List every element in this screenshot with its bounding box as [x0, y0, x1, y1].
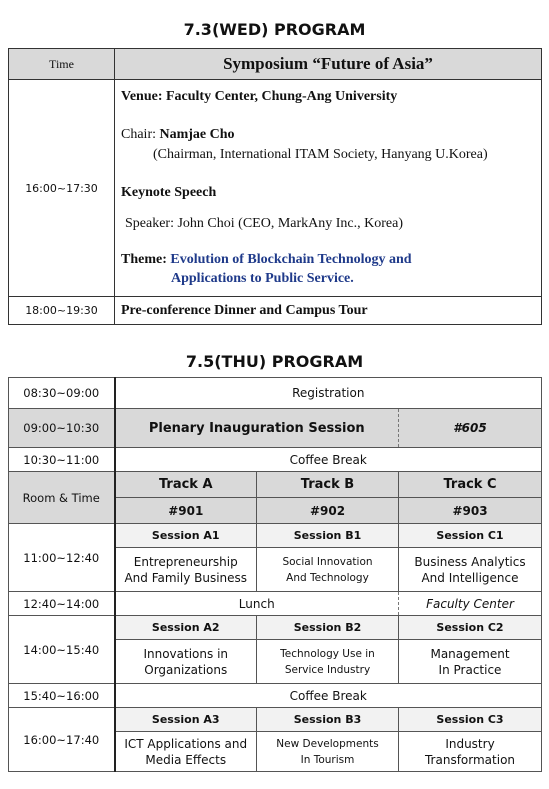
symposium-header: Symposium “Future of Asia” [115, 49, 542, 80]
theme-title-2: Applications to Public Service. [171, 271, 354, 286]
wed-program-table [8, 48, 542, 325]
session-c1-topic-1: Business Analytics [414, 554, 526, 569]
chair-line [121, 126, 235, 144]
session-a2-topic [115, 640, 257, 684]
track-a-name: Track A [115, 472, 257, 498]
thu-program-table [8, 377, 542, 772]
session-a2-topic-2: Organizations [144, 662, 228, 677]
venue-text: Venue: Faculty Center, Chung-Ang University [121, 89, 398, 104]
session-c3-topic-1: Industry Transformation [424, 736, 516, 767]
session-b3-topic-2: In Tourism [300, 753, 355, 766]
session-b2-name: Session B2 [257, 616, 399, 640]
session-c2-topic-2: In Practice [438, 662, 502, 677]
dinner-event: Pre-conference Dinner and Campus Tour [115, 297, 542, 325]
block3-time: 16:00~17:40 [9, 708, 115, 772]
theme-label: Theme: [121, 252, 171, 267]
keynote-label: Keynote Speech [121, 185, 217, 200]
block2-time: 14:00~15:40 [9, 616, 115, 684]
time-header: Time [9, 49, 115, 80]
session-a3-name: Session A3 [115, 708, 257, 732]
session-b2-topic-2: Service Industry [284, 663, 371, 676]
dinner-time: 18:00~19:30 [9, 297, 115, 325]
registration-time: 08:30~09:00 [9, 378, 115, 409]
track-a-room: #901 [115, 498, 257, 524]
session-c3-topic [399, 732, 542, 772]
block1-time: 11:00~12:40 [9, 524, 115, 592]
coffee-break-2-time: 15:40~16:00 [9, 684, 115, 708]
track-c-name: Track C [399, 472, 542, 498]
session-a1-name: Session A1 [115, 524, 257, 548]
session-a3-topic-1: ICT Applications and [124, 736, 248, 751]
lunch-label: Lunch [115, 592, 399, 616]
session-a1-topic-2: And Family Business [124, 570, 248, 585]
coffee-break-2-label: Coffee Break [115, 684, 542, 708]
plenary-time: 09:00~10:30 [9, 409, 115, 448]
lunch-venue: Faculty Center [399, 592, 542, 616]
session-a1-topic-1: Entrepreneurship [133, 554, 238, 569]
session-c1-name: Session C1 [399, 524, 542, 548]
session-a3-topic-2: Media Effects [145, 752, 227, 767]
session-a1-topic [115, 548, 257, 592]
registration-label: Registration [115, 378, 542, 409]
coffee-break-1-label: Coffee Break [115, 448, 542, 472]
theme-title-1: Evolution of Blockchain Technology and [170, 252, 412, 267]
plenary-label: Plenary Inauguration Session [115, 409, 399, 448]
session-b3-topic [257, 732, 399, 772]
session-b1-topic [257, 548, 399, 592]
track-b-room: #902 [257, 498, 399, 524]
coffee-break-1-time: 10:30~11:00 [9, 448, 115, 472]
session-c1-topic [399, 548, 542, 592]
track-b-name: Track B [257, 472, 399, 498]
session-b2-topic [257, 640, 399, 684]
session-b1-name: Session B1 [257, 524, 399, 548]
session-c1-topic-2: And Intelligence [421, 570, 519, 585]
program-title-thu: 7.5(THU) PROGRAM [185, 352, 364, 371]
session-c2-topic [399, 640, 542, 684]
session-a2-topic-1: Innovations in [143, 646, 229, 661]
session-a2-name: Session A2 [115, 616, 257, 640]
session-b2-topic-1: Technology Use in [280, 647, 375, 660]
session-b1-topic-1: Social Innovation [282, 555, 373, 568]
session-c2-name: Session C2 [399, 616, 542, 640]
session-b1-topic-2: And Technology [286, 571, 369, 584]
symposium-time: 16:00~17:30 [9, 80, 115, 297]
lunch-time: 12:40~14:00 [9, 592, 115, 616]
speaker-text: Speaker: John Choi (CEO, MarkAny Inc., Korea) [125, 216, 403, 231]
symposium-details [115, 80, 542, 297]
session-a3-topic [115, 732, 257, 772]
chair-label: Chair: [121, 127, 160, 142]
session-b3-topic-1: New Developments [276, 737, 379, 750]
session-c3-name: Session C3 [399, 708, 542, 732]
session-b3-name: Session B3 [257, 708, 399, 732]
program-title-wed: 7.3(WED) PROGRAM [183, 20, 366, 39]
theme-line-1 [121, 251, 412, 269]
chair-affiliation: (Chairman, International ITAM Society, Hanyang U.Korea) [153, 147, 488, 162]
plenary-room: #605 [399, 409, 542, 448]
session-c2-topic-1: Management [430, 646, 510, 661]
room-time-label: Room & Time [9, 472, 115, 524]
track-c-room: #903 [399, 498, 542, 524]
chair-name: Namjae Cho [159, 127, 235, 142]
